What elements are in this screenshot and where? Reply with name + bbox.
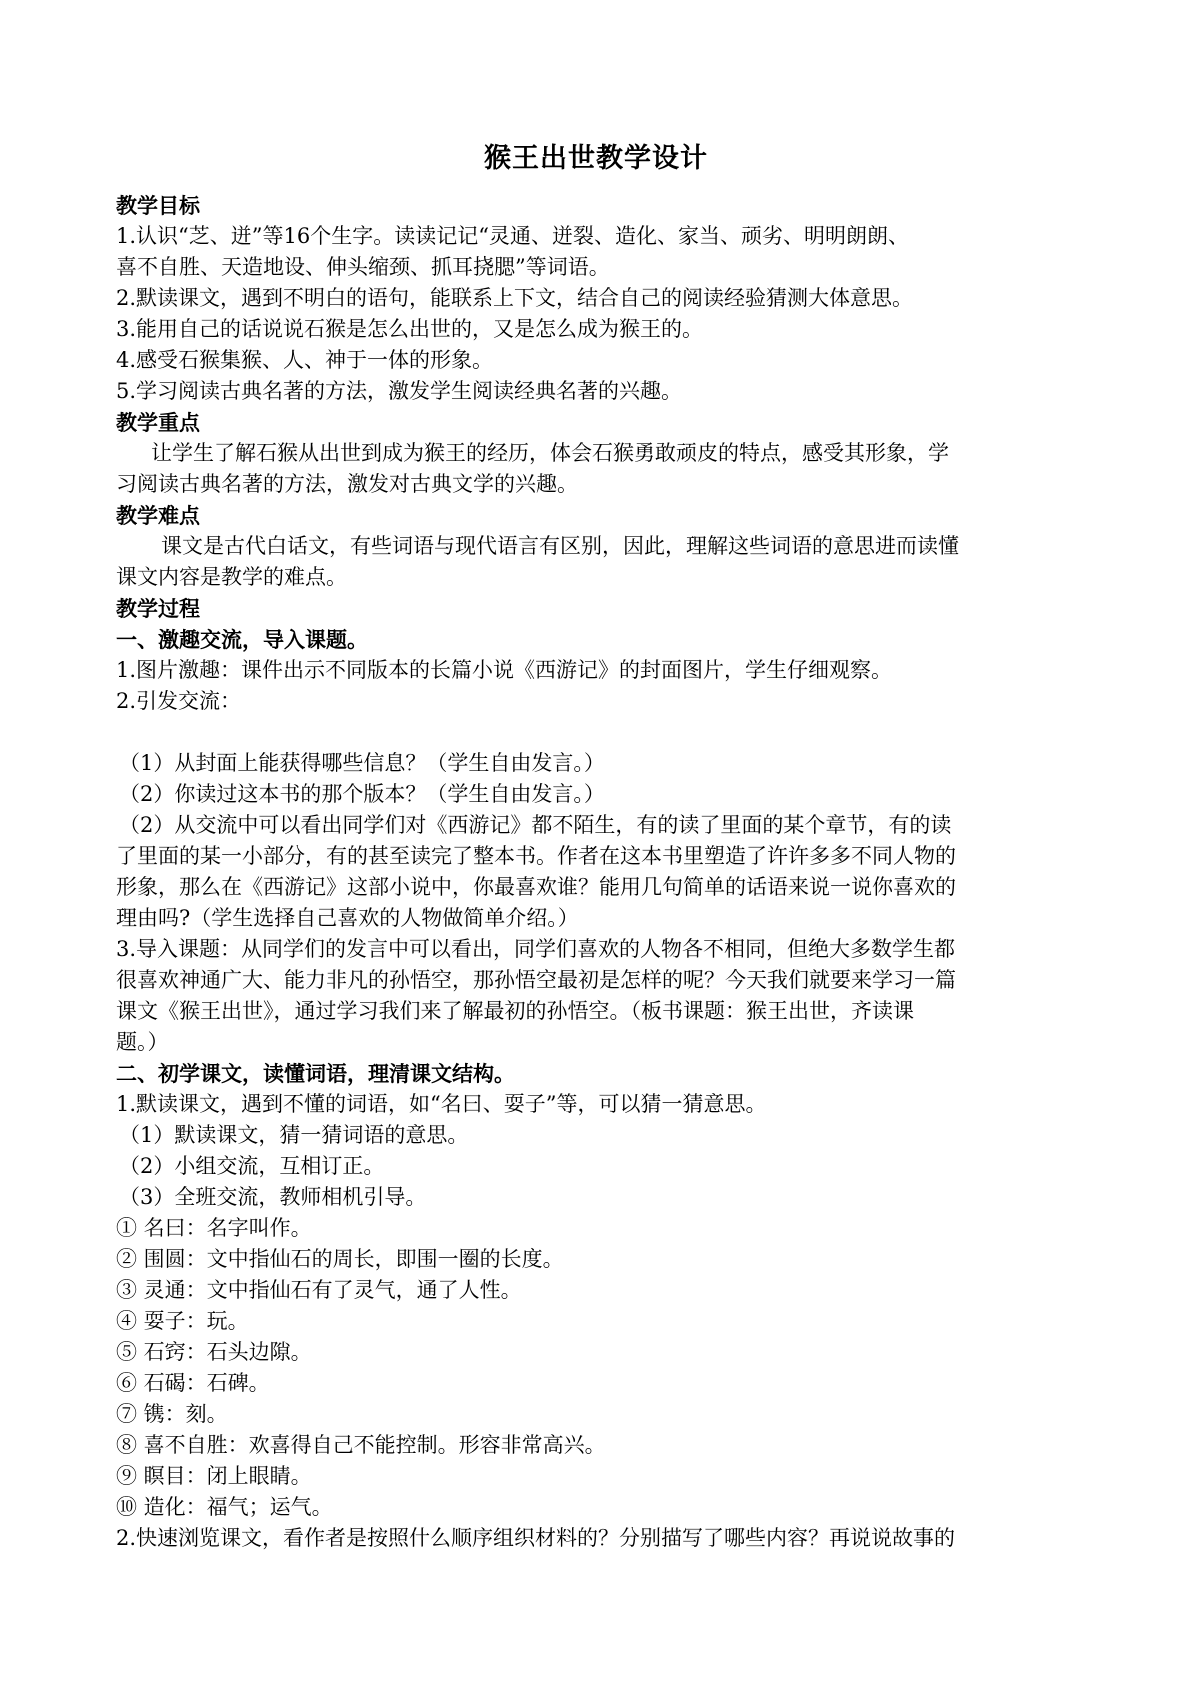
vocab-item-7: ⑦ 镌：刻。 (116, 1402, 228, 1426)
part-2-substep-1: （1）默读课文，猜一猜词语的意思。 (119, 1123, 469, 1147)
part-2-step-2: 2.快速浏览课文，看作者是按照什么顺序组织材料的？分别描写了哪些内容？再说说故事的 (116, 1526, 956, 1550)
part-1-step-3-line-1: 3.导入课题：从同学们的发言中可以看出，同学们喜欢的人物各不相同，但绝大多数学生都 (116, 937, 956, 961)
key-points-line-1: 让学生了解石猴从出世到成为猴王的经历，体会石猴勇敢顽皮的特点，感受其形象，学 (151, 441, 949, 465)
document-title: 猴王出世教学设计 (484, 143, 708, 174)
vocab-item-3: ③ 灵通：文中指仙石有了灵气，通了人性。 (116, 1278, 522, 1302)
document-page (116, 0, 1076, 1684)
part-1-question-1: （1）从封面上能获得哪些信息？（学生自由发言。） (119, 751, 605, 775)
part-1-step-3-line-4: 题。） (116, 1030, 169, 1054)
part-1-step-3-line-3: 课文《猴王出世》，通过学习我们来了解最初的孙悟空。（板书课题：猴王出世，齐读课 (116, 999, 914, 1023)
objective-5: 5.学习阅读古典名著的方法，激发学生阅读经典名著的兴趣。 (116, 379, 683, 403)
part-2-substep-3: （3）全班交流，教师相机引导。 (119, 1185, 427, 1209)
objective-1-line-2: 喜不自胜、天造地设、伸头缩颈、抓耳挠腮”等词语。 (116, 255, 610, 279)
section-heading-key-points: 教学重点 (116, 410, 200, 435)
vocab-item-2: ② 围圆：文中指仙石的周长，即围一圈的长度。 (116, 1247, 564, 1271)
difficulties-line-1: 课文是古代白话文，有些词语与现代语言有区别，因此，理解这些词语的意思进而读懂 (161, 534, 959, 558)
part-1-step-1: 1.图片激趣：课件出示不同版本的长篇小说《西游记》的封面图片，学生仔细观察。 (116, 658, 893, 682)
part-1-discussion-line-1: （2）从交流中可以看出同学们对《西游记》都不陌生，有的读了里面的某个章节，有的读 (119, 813, 952, 837)
blank-line (116, 717, 1076, 748)
part-1-heading: 一、激趣交流，导入课题。 (116, 627, 368, 652)
difficulties-line-2: 课文内容是教学的难点。 (116, 565, 347, 589)
part-1-discussion-line-2: 了里面的某一小部分，有的甚至读完了整本书。作者在这本书里塑造了许许多多不同人物的 (116, 844, 956, 868)
document-body (116, 190, 1076, 1554)
vocab-item-8: ⑧ 喜不自胜：欢喜得自己不能控制。形容非常高兴。 (116, 1433, 606, 1457)
vocab-item-4: ④ 耍子：玩。 (116, 1309, 249, 1333)
part-2-substep-2: （2）小组交流，互相订正。 (119, 1154, 385, 1178)
vocab-item-10: ⑩ 造化：福气；运气。 (116, 1495, 333, 1519)
objective-3: 3.能用自己的话说说石猴是怎么出世的，又是怎么成为猴王的。 (116, 317, 704, 341)
vocab-item-9: ⑨ 瞑目：闭上眼睛。 (116, 1464, 312, 1488)
part-1-discussion-line-3: 形象，那么在《西游记》这部小说中，你最喜欢谁？能用几句简单的话语来说一说你喜欢的 (116, 875, 956, 899)
objective-4: 4.感受石猴集猴、人、神于一体的形象。 (116, 348, 494, 372)
section-heading-difficulties: 教学难点 (116, 503, 200, 528)
objective-2: 2.默读课文，遇到不明白的语句，能联系上下文，结合自己的阅读经验猜测大体意思。 (116, 286, 914, 310)
section-heading-objectives: 教学目标 (116, 193, 200, 218)
vocab-item-1: ① 名曰：名字叫作。 (116, 1216, 312, 1240)
section-heading-process: 教学过程 (116, 596, 200, 621)
part-2-heading: 二、初学课文，读懂词语，理清课文结构。 (116, 1061, 515, 1086)
part-1-step-2: 2.引发交流： (116, 689, 242, 713)
part-1-discussion-line-4: 理由吗?（学生选择自己喜欢的人物做简单介绍。） (116, 906, 579, 930)
part-1-step-3-line-2: 很喜欢神通广大、能力非凡的孙悟空，那孙悟空最初是怎样的呢？今天我们就要来学习一篇 (116, 968, 956, 992)
part-2-step-1: 1.默读课文，遇到不懂的词语，如“名曰、耍子”等，可以猜一猜意思。 (116, 1092, 767, 1116)
key-points-line-2: 习阅读古典名著的方法，激发对古典文学的兴趣。 (116, 472, 578, 496)
vocab-item-6: ⑥ 石碣：石碑。 (116, 1371, 270, 1395)
vocab-item-5: ⑤ 石窍：石头边隙。 (116, 1340, 312, 1364)
part-1-question-2: （2）你读过这本书的那个版本？（学生自由发言。） (119, 782, 605, 806)
objective-1-line-1: 1.认识“芝、迸”等16个生字。读读记记“灵通、迸裂、造化、家当、顽劣、明明朗朗、 (116, 224, 909, 248)
